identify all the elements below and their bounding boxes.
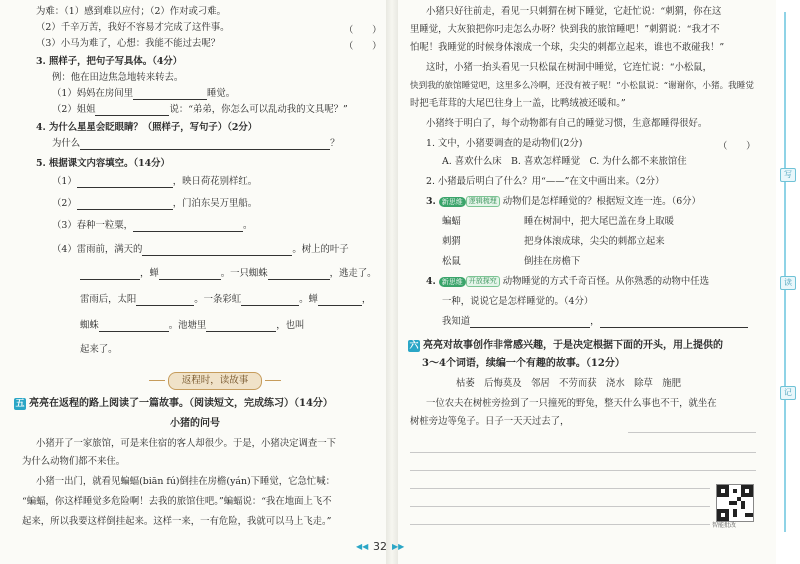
story-line: 小猪一出门，就看见蝙蝠(biān fú)倒挂在房檐(yán)下睡觉，它急忙喊： (36, 476, 336, 487)
match-left: 刺猬 (442, 236, 461, 247)
section-heading (408, 340, 723, 352)
text: （2） (52, 198, 77, 209)
qr-label: 智能批改 (712, 522, 737, 529)
answer-blank[interactable] (159, 269, 221, 280)
question-4: 4. 为什么星星会眨眼睛？（照样子，写句子）（2分） (36, 122, 258, 133)
right-page (398, 0, 776, 564)
question-number: 4. (426, 276, 436, 287)
text: 说：“弟弟，你怎么可以乱动我的文具呢？” (169, 104, 348, 115)
text-line: 为难：（1）感到难以应付；（2）作对或刁难。 (36, 6, 227, 17)
fill-line (52, 244, 349, 256)
fill-line (52, 176, 257, 188)
match-right: 把身体滚成球，尖尖的刺都立起来 (524, 236, 665, 247)
story-line: 怕呢！我睡觉的时候身体滚成一个球，尖尖的刺都立起来，谁也不敢碰我！” (410, 42, 725, 53)
text-line: 一种，说说它是怎样睡觉的。（4分） (442, 296, 594, 307)
text: 为什么 (52, 138, 81, 149)
edge-bar (784, 12, 786, 532)
question-4 (426, 276, 709, 288)
text: 我知道 (442, 316, 471, 327)
story-line: 时把毛茸茸的大尾巴往身上一盖，比鸭绒被还暖和。” (410, 98, 626, 109)
answer-blank[interactable] (136, 295, 194, 306)
answer-blank[interactable] (600, 317, 748, 328)
answer-blank[interactable] (142, 245, 292, 256)
word-list: 枯萎 后悔莫及 邻居 不劳而获 浇水 除草 施肥 (456, 378, 682, 389)
question-2: 2. 小猪最后明白了什么？用“——”在文中画出来。（2分） (426, 176, 665, 187)
text: （1） (52, 176, 77, 187)
writing-line[interactable] (628, 432, 756, 433)
text: ， (590, 316, 600, 327)
writing-line[interactable] (410, 452, 756, 453)
choices: A. 喜欢什么床 B. 喜欢怎样睡觉 C. 为什么都不来旅馆住 (442, 156, 687, 167)
text: ，映日荷花别样红。 (172, 176, 258, 187)
story-line: 小猪只好往前走，看见一只刺猬在树下睡觉，它赶忙说：“刺猬，你在这 (426, 6, 722, 17)
banner-rule (149, 380, 165, 381)
fill-line (52, 138, 340, 150)
side-tab[interactable]: 读 (780, 276, 796, 290)
fill-line (80, 268, 377, 280)
question-3 (426, 196, 701, 208)
logic-badge: 逻辑梳理 (466, 196, 500, 207)
answer-paren: （ ） (344, 41, 382, 52)
text-line: （2）千辛万苦，我好不容易才完成了这件事。 (36, 22, 230, 33)
prev-arrow-icon[interactable]: ◀◀ (356, 542, 369, 551)
page-number: 32 (373, 540, 387, 553)
next-arrow-icon[interactable]: ▶▶ (392, 542, 405, 551)
answer-blank[interactable] (206, 321, 276, 332)
text: ，逃走了。 (329, 268, 377, 279)
text: ，蝉 (140, 268, 159, 279)
open-badge: 开放探究 (466, 276, 500, 287)
fill-line (80, 320, 304, 332)
text: （3）春种一粒粟， (52, 220, 133, 231)
answer-blank[interactable] (133, 221, 243, 232)
banner-rule (265, 380, 281, 381)
text: 睡觉。 (206, 88, 236, 99)
answer-blank[interactable] (77, 199, 173, 210)
text: 。池塘里 (168, 320, 207, 331)
story-line: 小猪开了一家旅馆，可是来住宿的客人却很少。于是，小猪决定调查一下 (36, 438, 337, 449)
text-line: （3）小马为难了，心想：我能不能过去呢？ (36, 38, 221, 49)
side-tab[interactable]: 记 (780, 386, 796, 400)
story-line: “蝙蝠，你这样睡觉多危险啊！去我的旅馆住吧。”蝙蝠说：“我在地面上飞不 (22, 496, 332, 507)
fill-line (52, 104, 348, 116)
text: 。 (242, 220, 253, 231)
match-right: 睡在树洞中，把大尾巴盖在身上取暖 (524, 216, 675, 227)
match-right: 倒挂在房檐下 (524, 256, 581, 267)
question-5: 5. 根据课文内容填空。（14分） (36, 158, 170, 169)
text: （2）姐姐 (52, 104, 96, 115)
qr-code-icon[interactable] (716, 484, 754, 522)
question-number: 3. (426, 196, 436, 207)
question-3: 3. 照样子，把句子写具体。（4分） (36, 56, 183, 67)
text: ，也叫 (276, 320, 305, 331)
text: ？ (330, 138, 340, 149)
writing-line[interactable] (410, 506, 710, 507)
answer-blank[interactable] (241, 295, 299, 306)
side-edge (776, 0, 800, 564)
answer-blank[interactable] (77, 177, 173, 188)
story-opening: 一位农夫在树桩旁捡到了一只撞死的野兔，整天什么事也不干，就坐在 (426, 398, 717, 409)
answer-blank[interactable] (95, 105, 169, 116)
match-left: 蝙蝠 (442, 216, 461, 227)
question-text: 动物们是怎样睡觉的？根据短文连一连。（6分） (502, 196, 701, 207)
new-thinking-badge: 新思维 (439, 277, 466, 287)
section-title: 亮亮对故事创作非常感兴趣，于是决定根据下面的开头，用上提供的 (423, 340, 723, 351)
story-line: 起来，所以我要这样倒挂起来。这样一来，一有危险，我就可以马上飞走。” (22, 516, 332, 527)
story-title: 小猪的问号 (170, 418, 220, 429)
text: （4）雷雨前，满天的 (52, 244, 143, 255)
book-gutter (386, 0, 398, 564)
question-1: 1. 文中，小猪要调查的是动物们(2分) (426, 138, 583, 149)
new-thinking-badge: 新思维 (439, 197, 466, 207)
text-line: 起来了。 (80, 344, 118, 355)
section-banner (168, 372, 262, 390)
text-line: 例：他在田边焦急地转来转去。 (52, 72, 184, 83)
match-left: 松鼠 (442, 256, 461, 267)
banner-text: 返程时，读故事 (181, 375, 249, 386)
text: ， (361, 294, 372, 305)
text: 。树上的叶子 (292, 244, 349, 255)
answer-blank[interactable] (318, 295, 362, 306)
writing-line[interactable] (410, 524, 710, 525)
story-line: 小猪终于明白了，每个动物都有自己的睡觉习惯，生意都睡得很好。 (426, 118, 708, 129)
section-title-cont: 3～4个词语，续编一个有趣的故事。（12分） (422, 358, 625, 369)
section-heading (14, 398, 333, 410)
left-page (0, 0, 386, 564)
answer-paren: （ ） (718, 141, 756, 152)
answer-blank[interactable] (99, 321, 169, 332)
story-line: 为什么动物们都不来住。 (22, 456, 126, 467)
text: 蜘蛛 (80, 320, 99, 331)
side-tab[interactable]: 写 (780, 168, 796, 182)
answer-paren: （ ） (344, 25, 382, 36)
answer-blank[interactable] (268, 269, 330, 280)
fill-line (52, 88, 235, 100)
answer-blank[interactable] (80, 269, 140, 280)
text: （1）妈妈在房间里 (52, 88, 133, 99)
fill-line (442, 316, 748, 328)
question-text: 动物睡觉的方式千奇百怪。从你熟悉的动物中任选 (502, 276, 710, 287)
story-opening: 树桩旁边等兔子。日子一天天过去了， (410, 416, 570, 427)
text: 。蝉 (299, 294, 318, 305)
text: 。一只蜘蛛 (220, 268, 268, 279)
writing-line[interactable] (410, 470, 756, 471)
text: 。一条彩虹 (194, 294, 242, 305)
story-line: 快到我的旅馆睡觉吧，这里多么冷啊，还没有被子呢！”小松鼠说：“谢谢你，小猪。我睡觉 (410, 81, 754, 91)
section-number: 五 (15, 399, 25, 409)
text: 雷雨后，太阳 (80, 294, 137, 305)
fill-line (52, 198, 257, 210)
answer-blank[interactable] (133, 89, 207, 100)
fill-line (52, 220, 252, 232)
text: ，门泊东吴万里船。 (172, 198, 258, 209)
section-title: 亮亮在返程的路上阅读了一篇故事。（阅读短文，完成练习）（14分） (29, 398, 333, 409)
fill-line (80, 294, 371, 306)
answer-blank[interactable] (80, 139, 330, 150)
section-number: 六 (409, 341, 419, 351)
story-line: 里睡觉，大灰狼把你叼走怎么办呀？快到我的旅馆睡吧！”刺猬说：“我才不 (410, 24, 720, 35)
answer-blank[interactable] (470, 317, 590, 328)
writing-line[interactable] (410, 488, 710, 489)
story-line: 这时，小猪一抬头看见一只松鼠在树洞中睡觉，它连忙说：“小松鼠， (426, 62, 713, 73)
qr-pattern (717, 485, 753, 521)
